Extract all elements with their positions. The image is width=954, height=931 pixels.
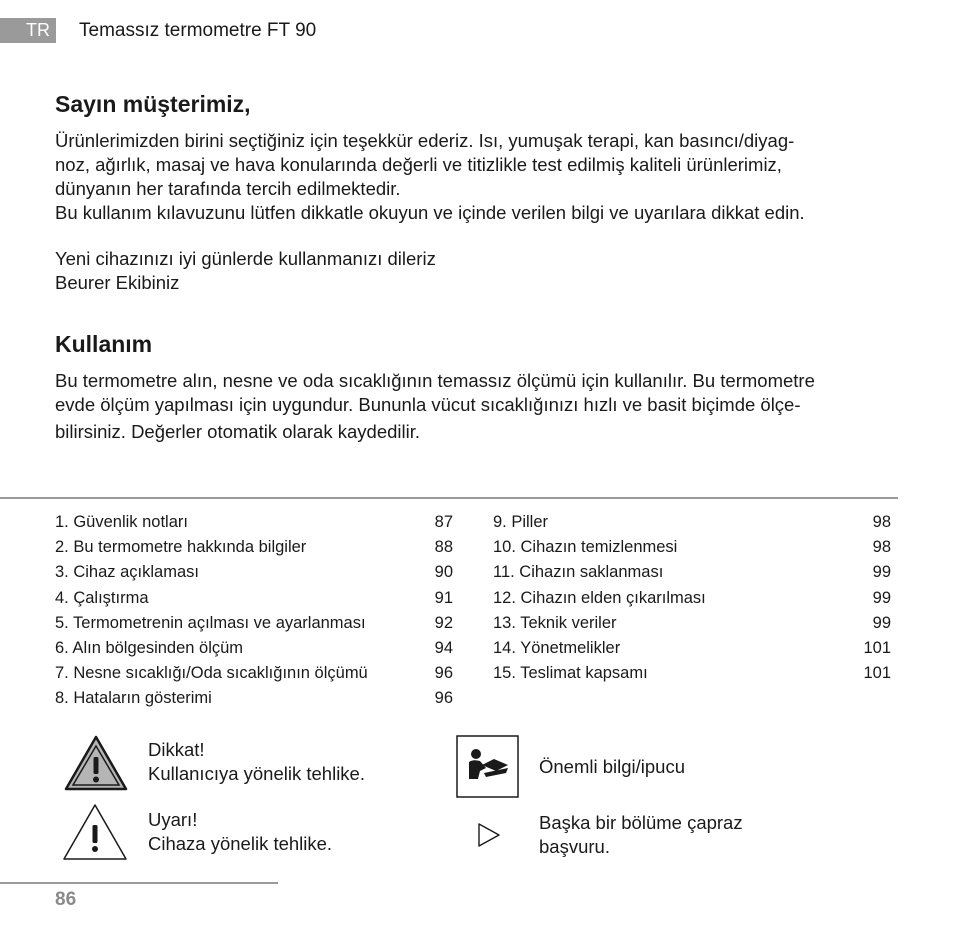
text-line: dünyanın her tarafında tercih edilmektedir. (55, 178, 401, 199)
toc-entry[interactable] (55, 560, 453, 585)
toc-page: 91 (434, 588, 453, 607)
info-text: Önemli bilgi/ipucu (539, 756, 686, 777)
caution-text: Kullanıcıya yönelik tehlike. (148, 763, 365, 784)
toc-entry[interactable] (493, 636, 891, 661)
toc-entry[interactable] (55, 586, 453, 611)
toc-title: 4. Çalıştırma (55, 588, 149, 607)
triangle-right-icon (477, 822, 501, 848)
toc-title: 2. Bu termometre hakkında bilgiler (55, 538, 307, 557)
warning-legend (148, 808, 332, 856)
toc-page: 101 (863, 664, 891, 683)
crossref-legend (539, 811, 743, 859)
toc-title: 8. Hataların gösterimi (55, 689, 212, 708)
toc-title: 1. Güvenlik notları (55, 513, 188, 531)
text-line: Bu termometre alın, nesne ve oda sıcaklığının temassız ölçümü için kullanılır. Bu termometre (55, 370, 815, 391)
toc-title: 3. Cihaz açıklaması (55, 563, 199, 582)
page-number: 86 (55, 889, 77, 910)
toc-entry[interactable] (493, 535, 891, 560)
text-line: noz, ağırlık, masaj ve hava konularında değerli ve titizlikle test edilmiş kaliteli ürünlerimiz, (55, 154, 782, 175)
toc-page: 101 (863, 638, 891, 657)
toc-page: 98 (872, 538, 891, 557)
warning-title: Uyarı! (148, 809, 198, 830)
toc-entry[interactable] (55, 636, 453, 661)
greeting-closing (55, 247, 915, 295)
toc-page: 96 (434, 664, 453, 683)
toc-entry[interactable] (55, 510, 453, 535)
toc-page: 87 (434, 513, 453, 531)
toc-right-column (493, 510, 891, 686)
toc-entry[interactable] (55, 686, 453, 711)
usage-paragraph (55, 369, 915, 444)
toc-entry[interactable] (493, 560, 891, 585)
divider (0, 497, 898, 499)
toc-page: 98 (872, 513, 891, 531)
toc-left-column (55, 510, 453, 712)
toc-entry[interactable] (493, 661, 891, 686)
toc-title: 12. Cihazın elden çıkarılması (493, 588, 706, 607)
language-tab: TR (0, 18, 56, 43)
crossref-line: Başka bir bölüme çapraz (539, 812, 743, 833)
toc-page: 99 (872, 613, 891, 632)
toc-title: 7. Nesne sıcaklığı/Oda sıcaklığının ölçümü (55, 664, 368, 683)
toc-title: 14. Yönetmelikler (493, 638, 621, 657)
text-line: Bu kullanım kılavuzunu lütfen dikkatle okuyun ve içinde verilen bilgi ve uyarılara dikkat edin. (55, 202, 805, 223)
toc-title: 5. Termometrenin açılması ve ayarlanması (55, 613, 366, 632)
text-line: Yeni cihazınızı iyi günlerde kullanmanızı dileriz (55, 248, 436, 269)
toc-entry[interactable] (55, 535, 453, 560)
toc-entry[interactable] (493, 611, 891, 636)
toc-page: 88 (434, 538, 453, 557)
caution-legend (148, 738, 365, 786)
text-line: evde ölçüm yapılması için uygundur. Bununla vücut sıcaklığınızı hızlı ve basit biçimde ölçe- (55, 394, 801, 415)
warning-text: Cihaza yönelik tehlike. (148, 833, 333, 854)
toc-title: 13. Teknik veriler (493, 613, 617, 632)
toc-page: 94 (434, 638, 453, 657)
greeting-paragraph (55, 129, 915, 225)
toc-page: 92 (434, 613, 453, 632)
toc-page: 99 (872, 563, 891, 582)
toc-entry[interactable] (493, 586, 891, 611)
toc-entry[interactable] (493, 510, 891, 535)
document-title: Temassız termometre FT 90 (79, 20, 317, 41)
toc-page: 99 (872, 588, 891, 607)
crossref-line: başvuru. (539, 836, 610, 857)
toc-entry[interactable] (55, 661, 453, 686)
toc-entry[interactable] (55, 611, 453, 636)
caution-title: Dikkat! (148, 739, 205, 760)
toc-title: 6. Alın bölgesinden ölçüm (55, 638, 244, 657)
toc-title: 10. Cihazın temizlenmesi (493, 538, 678, 557)
text-line: Beurer Ekibiniz (55, 272, 180, 293)
toc-title: 11. Cihazın saklanması (493, 563, 664, 582)
warning-outline-icon (62, 803, 128, 861)
usage-heading: Kullanım (55, 331, 153, 357)
warning-filled-icon (64, 735, 128, 791)
greeting-heading: Sayın müşterimiz, (55, 91, 251, 117)
toc-title: 15. Teslimat kapsamı (493, 664, 648, 683)
toc-title: 9. Piller (493, 513, 549, 531)
text-line: Ürünlerimizden birini seçtiğiniz için teşekkür ederiz. Isı, yumuşak terapi, kan basıncı/diyag- (55, 130, 795, 151)
footer-divider (0, 882, 278, 884)
toc-page: 90 (434, 563, 453, 582)
toc-page: 96 (434, 689, 453, 708)
text-line: bilirsiniz. Değerler otomatik olarak kaydedilir. (55, 421, 421, 442)
reading-person-icon (456, 735, 519, 798)
